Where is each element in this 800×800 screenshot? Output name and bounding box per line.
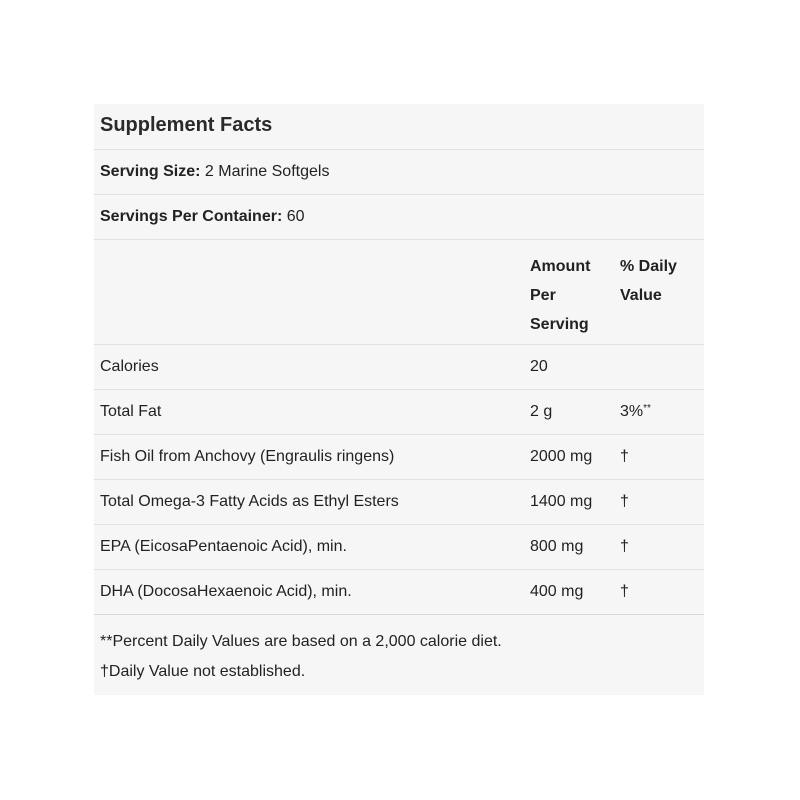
nutrient-name: Total Omega-3 Fatty Acids as Ethyl Esters: [100, 493, 399, 510]
nutrient-name: EPA (EicosaPentaenoic Acid), min.: [100, 538, 347, 555]
footnote-daily-values: **Percent Daily Values are based on a 2,000 calorie diet.: [100, 633, 502, 650]
servings-per-container-label: Servings Per Container:: [100, 208, 283, 225]
serving-size-label: Serving Size:: [100, 163, 201, 180]
table-row: [94, 435, 704, 480]
servings-per-container-row: [94, 195, 704, 240]
title-row: [94, 104, 704, 150]
column-header-row: [94, 240, 704, 345]
nutrient-daily-value: †: [620, 538, 629, 555]
serving-size-row: [94, 150, 704, 195]
supplement-facts-panel: [94, 104, 704, 695]
page-title: Supplement Facts: [100, 114, 273, 136]
nutrient-daily-value: †: [620, 583, 629, 600]
dv-header-line1: % Daily: [620, 258, 677, 275]
nutrient-amount: 1400 mg: [530, 493, 593, 510]
footnote-not-established: †Daily Value not established.: [100, 663, 306, 680]
nutrient-amount: 400 mg: [530, 583, 584, 600]
nutrient-daily-value: †: [620, 448, 629, 465]
amount-header-line1: Amount: [530, 258, 591, 275]
daily-value-header: [620, 252, 700, 310]
dv-header-line2: Value: [620, 287, 662, 304]
table-row: [94, 525, 704, 570]
servings-per-container-value: 60: [282, 208, 305, 225]
nutrient-name: Calories: [100, 358, 159, 375]
table-row: [94, 570, 704, 615]
table-row: [94, 345, 704, 390]
nutrient-name: Fish Oil from Anchovy (Engraulis ringens): [100, 448, 395, 465]
nutrient-amount: 800 mg: [530, 538, 584, 555]
nutrient-amount: 2000 mg: [530, 448, 593, 465]
amount-header-line3: Serving: [530, 316, 589, 333]
amount-per-serving-header: [530, 252, 610, 339]
nutrient-amount: 20: [530, 358, 548, 375]
table-row: [94, 390, 704, 435]
footnotes: [94, 615, 704, 695]
nutrient-amount: 2 g: [530, 403, 553, 420]
nutrient-name: Total Fat: [100, 403, 162, 420]
nutrient-name: DHA (DocosaHexaenoic Acid), min.: [100, 583, 352, 600]
nutrient-daily-value: 3%**: [620, 403, 651, 420]
nutrient-daily-value: †: [620, 493, 629, 510]
serving-size-value: 2 Marine Softgels: [200, 163, 330, 180]
table-row: [94, 480, 704, 525]
amount-header-line2: Per: [530, 287, 556, 304]
